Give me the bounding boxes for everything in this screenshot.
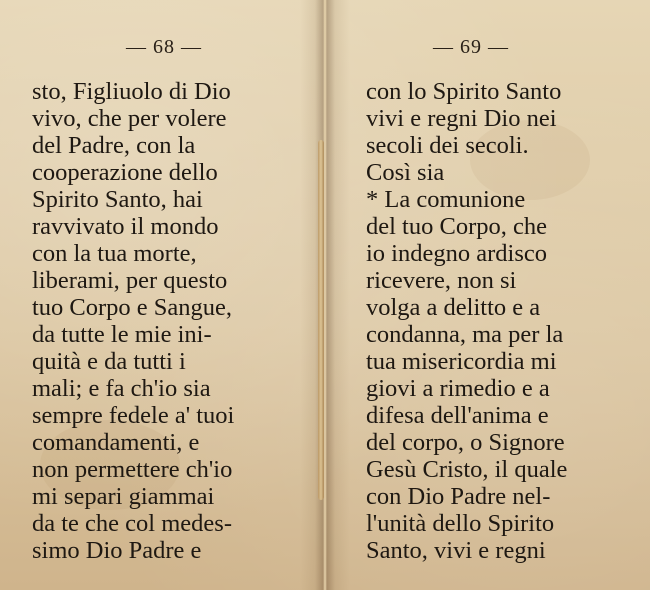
- text-line: difesa dell'anima e: [366, 402, 549, 429]
- left-page: [0, 0, 318, 590]
- text-line: con la tua morte,: [32, 240, 197, 267]
- text-line: liberami, per questo: [32, 267, 228, 294]
- text-line: io indegno ardisco: [366, 240, 547, 267]
- text-line: sto, Figliuolo di Dio: [32, 78, 231, 105]
- text-line: giovi a rimedio e a: [366, 375, 550, 402]
- text-line: l'unità dello Spirito: [366, 510, 555, 537]
- text-line: non permettere ch'io: [32, 456, 233, 483]
- page-number: — 69 —: [433, 36, 509, 58]
- text-line: volga a delitto e a: [366, 294, 541, 321]
- right-page: [332, 0, 650, 590]
- text-line: Spirito Santo, hai: [32, 186, 203, 213]
- text-line: del tuo Corpo, che: [366, 213, 547, 240]
- text-line: ravvivato il mondo: [32, 213, 219, 240]
- text-line: con Dio Padre nel-: [366, 483, 551, 510]
- text-line: tua misericordia mi: [366, 348, 557, 375]
- text-line: simo Dio Padre e: [32, 537, 202, 564]
- text-line: del Padre, con la: [32, 132, 196, 159]
- text-line: Così sia: [366, 159, 445, 186]
- text-line: secoli dei secoli.: [366, 132, 529, 159]
- text-line: da tutte le mie ini-: [32, 321, 212, 348]
- text-line: con lo Spirito Santo: [366, 78, 562, 105]
- text-line: mi separi giammai: [32, 483, 215, 510]
- left-page-text: [32, 78, 282, 564]
- text-line: vivi e regni Dio nei: [366, 105, 557, 132]
- text-line: del corpo, o Signore: [366, 429, 565, 456]
- text-line: cooperazione dello: [32, 159, 218, 186]
- text-line: mali; e fa ch'io sia: [32, 375, 211, 402]
- text-line: * La comunione: [366, 186, 526, 213]
- page-number: — 68 —: [126, 36, 202, 58]
- text-line: tuo Corpo e Sangue,: [32, 294, 233, 321]
- text-line: condanna, ma per la: [366, 321, 564, 348]
- binding-thread: [318, 140, 324, 500]
- text-line: quità e da tutti i: [32, 348, 186, 375]
- text-line: Gesù Cristo, il quale: [366, 456, 568, 483]
- text-line: comandamenti, e: [32, 429, 200, 456]
- right-page-text: [366, 78, 608, 564]
- text-line: da te che col medes-: [32, 510, 232, 537]
- text-line: ricevere, non si: [366, 267, 517, 294]
- text-line: Santo, vivi e regni: [366, 537, 546, 564]
- text-line: vivo, che per volere: [32, 105, 227, 132]
- text-line: sempre fedele a' tuoi: [32, 402, 235, 429]
